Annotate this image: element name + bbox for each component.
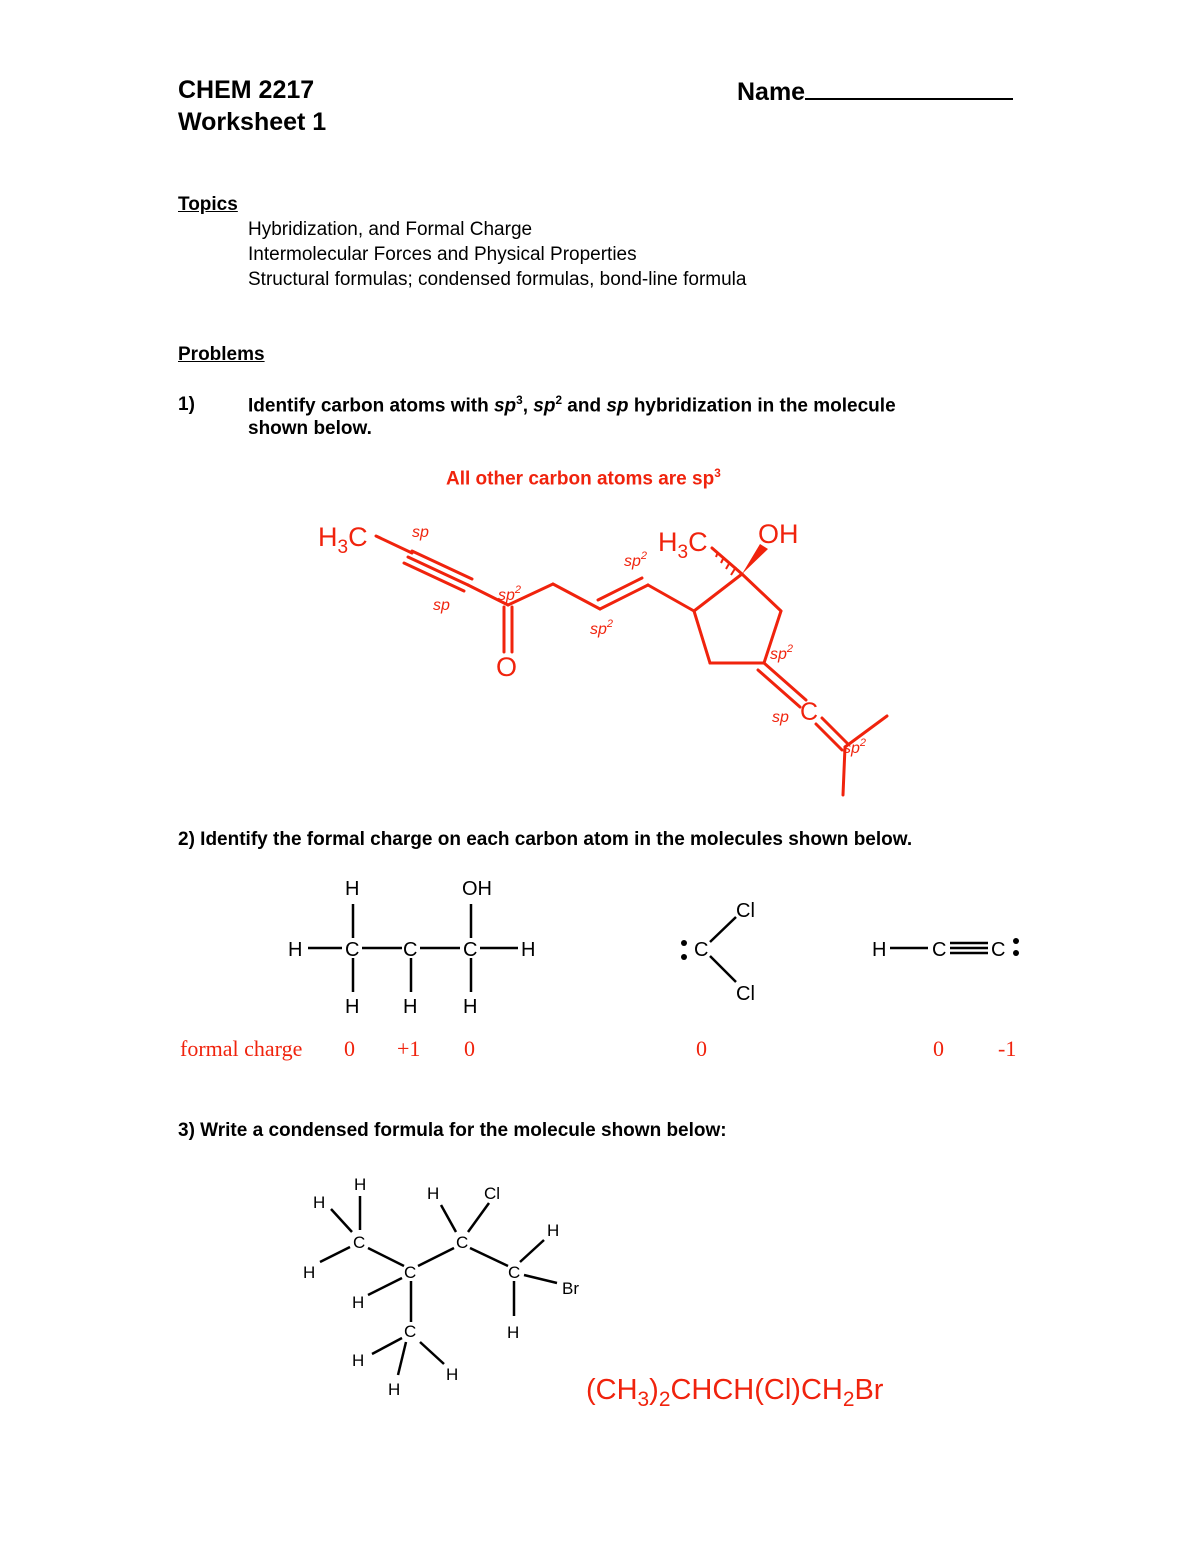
- atom-c: C: [508, 1263, 521, 1282]
- atom-h: H: [403, 996, 418, 1018]
- topic-item: Intermolecular Forces and Physical Properties: [248, 244, 637, 265]
- atom-c: C: [694, 939, 709, 961]
- sp2-label: $sp^2$: [590, 618, 614, 638]
- formula-sub: 2: [658, 1387, 671, 1411]
- atom-c: C: [353, 1233, 366, 1252]
- formula-part: Br: [854, 1374, 884, 1406]
- answer-note-text: All other carbon atoms are sp: [446, 468, 715, 490]
- atom-h: H: [303, 1263, 316, 1282]
- atom-c: C: [345, 939, 360, 961]
- atom-h: H: [345, 996, 360, 1018]
- atom-h: H: [345, 878, 360, 900]
- atom-c: C: [456, 1233, 469, 1252]
- formal-charge-label: formal charge: [180, 1036, 303, 1061]
- atom-c: C: [463, 939, 478, 961]
- formula-part: CHCH(Cl)CH: [670, 1374, 843, 1406]
- atom-h: H: [872, 939, 887, 961]
- atom-h: H: [427, 1184, 440, 1203]
- atom-c: C: [404, 1322, 417, 1341]
- atom-h: H: [313, 1193, 326, 1212]
- charge-value: +1: [397, 1036, 421, 1061]
- problem-1-text-line2: shown below.: [248, 418, 372, 439]
- problems-heading: Problems: [178, 344, 265, 365]
- name-label-text: Name: [737, 78, 806, 106]
- sp2-label: $sp^2$: [843, 737, 867, 757]
- atom-cl: Cl: [484, 1184, 501, 1203]
- atom-h: H: [352, 1351, 365, 1370]
- answer-note-sup: 3: [714, 467, 721, 480]
- charge-value: 0: [464, 1036, 475, 1061]
- p1-text-b: hybridization in the molecule: [628, 395, 896, 417]
- atom-h: H: [446, 1365, 459, 1384]
- sp-label: sp: [412, 524, 429, 541]
- charge-value: 0: [933, 1036, 944, 1061]
- p1-sup3: 3: [516, 394, 523, 407]
- p1-text-a: Identify carbon atoms with: [248, 395, 494, 417]
- atom-h: H: [463, 996, 478, 1018]
- atom-h: H: [547, 1221, 560, 1240]
- atom-c: C: [403, 939, 418, 961]
- sp-label: sp: [772, 709, 789, 726]
- charge-value: -1: [998, 1036, 1017, 1061]
- h3c-right-label: $H_3C$: [658, 527, 708, 563]
- charge-value: 0: [696, 1036, 707, 1061]
- sp2-label: $sp^2$: [770, 643, 794, 663]
- carbonyl-o-label: O: [496, 652, 518, 682]
- p1-comma: ,: [522, 395, 534, 417]
- sp2-label: $sp^2$: [498, 584, 522, 604]
- atom-br: Br: [562, 1279, 579, 1298]
- atom-h: H: [352, 1293, 365, 1312]
- atom-oh: OH: [462, 878, 492, 900]
- problem-3-text: 3) Write a condensed formula for the molecule shown below:: [178, 1120, 727, 1141]
- atom-h: H: [388, 1380, 401, 1399]
- formula-part: (CH: [586, 1374, 638, 1406]
- atom-h: H: [521, 939, 536, 961]
- problem-1-number: 1): [178, 394, 195, 415]
- atom-cl: Cl: [736, 900, 755, 922]
- p1-and: and: [562, 395, 607, 417]
- problem-2-text: 2) Identify the formal charge on each carbon atom in the molecules shown below.: [178, 829, 913, 850]
- atom-cl: Cl: [736, 983, 755, 1005]
- formula-sub: 3: [637, 1387, 650, 1411]
- topic-item: Structural formulas; condensed formulas, bond-line formula: [248, 269, 747, 290]
- topic-item: Hybridization, and Formal Charge: [248, 219, 533, 240]
- charge-value: 0: [344, 1036, 355, 1061]
- p1-sp3: sp: [493, 395, 517, 417]
- sp2-label: $sp^2$: [624, 550, 648, 570]
- formula-sub: 2: [842, 1387, 855, 1411]
- h3c-left-label: $H_3C$: [318, 522, 368, 558]
- condensed-formula-answer: [586, 1374, 883, 1412]
- worksheet-title: Worksheet 1: [178, 108, 327, 136]
- allene-c-label: C: [800, 698, 819, 726]
- atom-h: H: [507, 1323, 520, 1342]
- atom-c: C: [404, 1263, 417, 1282]
- atom-h: H: [288, 939, 303, 961]
- p1-sp: sp: [606, 395, 629, 417]
- atom-c: C: [932, 939, 947, 961]
- p1-sup2: 2: [555, 394, 563, 407]
- formula-part: ): [649, 1374, 659, 1406]
- topics-heading: Topics: [178, 194, 238, 215]
- p1-sp2: sp: [533, 395, 556, 417]
- oh-label: OH: [758, 519, 799, 549]
- sp-label: sp: [433, 597, 450, 614]
- atom-h: H: [354, 1175, 367, 1194]
- atom-c: C: [991, 939, 1006, 961]
- course-title: CHEM 2217: [178, 76, 315, 104]
